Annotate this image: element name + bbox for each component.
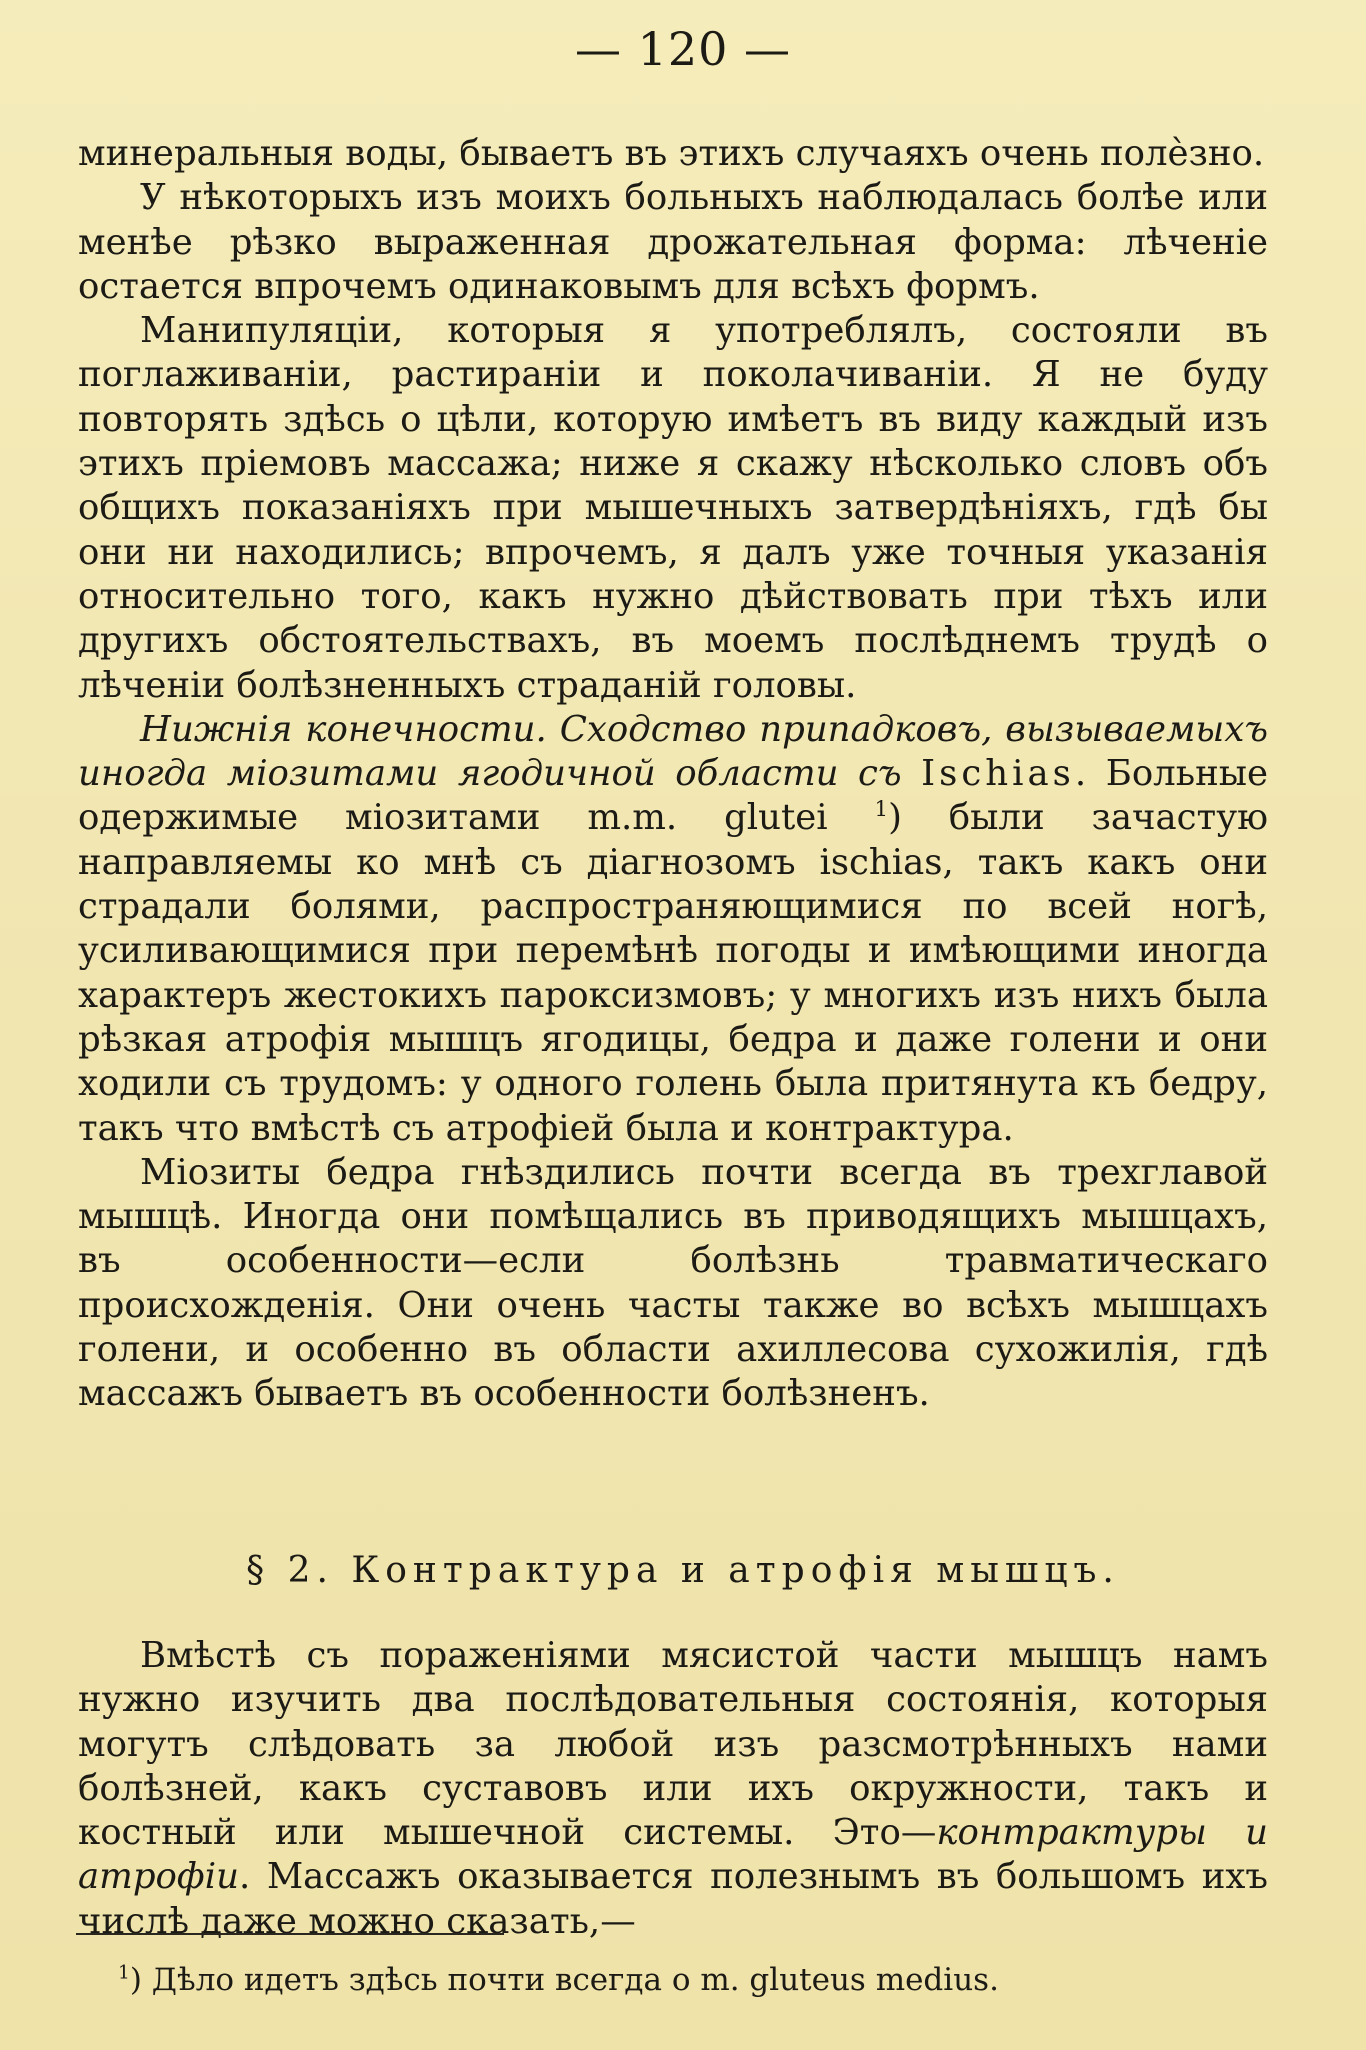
- main-text: [78, 132, 1268, 1417]
- paragraph-lower-limbs: [78, 708, 1268, 1151]
- footnote-divider: [76, 1933, 504, 1935]
- contractures-text-b: . Массажъ оказывается полезнымъ въ большомъ ихъ числѣ даже можно сказать,—: [78, 1856, 1268, 1942]
- section-text: [78, 1634, 1268, 1944]
- paragraph-thigh-myositis: Міозиты бедра гнѣздились почти всегда въ трехглавой мышцѣ. Иногда они помѣщались въ приводящихъ мышцахъ, въ особенности—если болѣзнь травматическаго происхожденія. Они очень часты также во всѣхъ мышцахъ голени, и особенно въ области ахиллесова сухожилія, гдѣ массажъ бываетъ въ особенности болѣзненъ.: [78, 1151, 1268, 1415]
- footnote-marker: 1: [118, 1962, 130, 1984]
- footnote: [118, 1960, 1268, 2000]
- lower-limbs-italic-lead: Нижнія конечности. Сходство припадковъ, вызываемыхъ иногда міозитами ягодичной области съ: [78, 708, 1268, 795]
- paragraph-manipulations: Манипуляціи, которыя я употреблялъ, состояли въ поглаживаніи, растираніи и поколачиваніи. Я не буду повторять здѣсь о цѣли, которую имѣетъ въ виду каждый изъ этихъ пріемовъ массажа; ниже я скажу нѣсколько словъ объ общихъ показаніяхъ при мышечныхъ затвердѣніяхъ, гдѣ бы они ни находились; впрочемъ, я далъ уже точныя указанія относительно того, какъ нужно дѣйствовать при тѣхъ или другихъ обстоятельствахъ, въ моемъ послѣднемъ трудѣ о лѣченіи болѣзненныхъ страданій головы.: [78, 310, 1268, 706]
- page-number: — 120 —: [574, 22, 792, 76]
- lower-limbs-text-a: . Больные одержимые міозитами m.m. glutei: [78, 753, 1268, 839]
- section-heading: § 2. Контрактура и атрофія мышцъ.: [246, 1550, 1120, 1591]
- paragraph-contractures: [78, 1634, 1268, 1944]
- footnote-ref: 1: [874, 797, 889, 823]
- contractures-text-a: Вмѣстѣ съ пораженіями мясистой части мышцъ намъ нужно изучить два послѣдовательныя состоянія, которыя могутъ слѣдовать за любой изъ разсмотрѣнныхъ нами болѣзней, какъ суставовъ или ихъ окружности, такъ и костный или мышечной системы. Это—: [78, 1635, 1268, 1854]
- contractures-italic: контрактуры и атрофіи: [78, 1812, 1269, 1898]
- lower-limbs-text-b: ) были зачастую направляемы ко мнѣ съ діагнозомъ ischias, такъ какъ они страдали болями, распространяющимися по всей ногѣ, усиливающимися при перемѣнѣ погоды и имѣющими иногда характеръ жестокихъ пароксизмовъ; у многихъ изъ нихъ была рѣзкая атрофія мышцъ ягодицы, бедра и даже голени и они ходили съ трудомъ: у одного голень была притянута къ бедру, такъ что вмѣстѣ съ атрофіей была и контрактура.: [78, 797, 1268, 1149]
- ischias-spaced: Ischias: [921, 753, 1075, 795]
- paragraph-tremor-form: У нѣкоторыхъ изъ моихъ больныхъ наблюдалась болѣе или менѣе рѣзко выраженная дрожательная форма: лѣченіе остается впрочемъ одинаковымъ для всѣхъ формъ.: [78, 177, 1268, 307]
- footnote-text: ) Дѣло идетъ здѣсь почти всегда о m. gluteus medius.: [129, 1962, 999, 1998]
- paragraph-continuation: минеральныя воды, бываетъ въ этихъ случаяхъ очень полѐзно.: [78, 133, 1265, 174]
